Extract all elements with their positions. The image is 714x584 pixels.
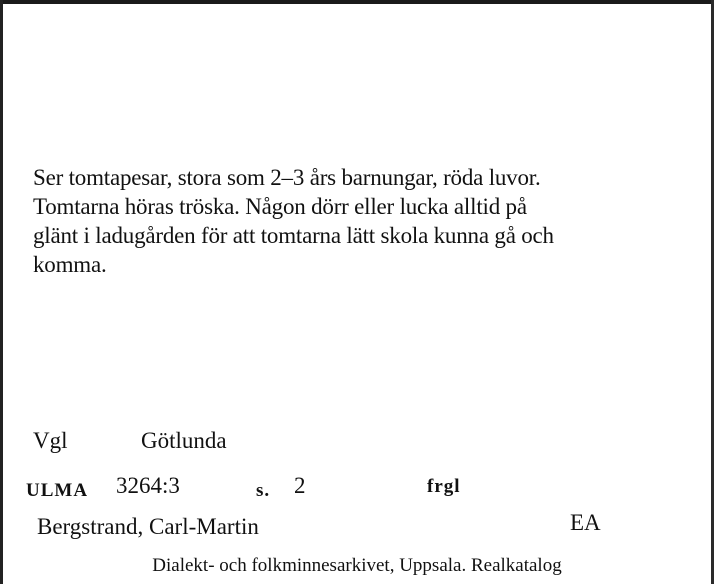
archive-label: ULMA bbox=[26, 480, 89, 501]
card-text-line: komma. bbox=[33, 252, 107, 277]
region-code: Vgl bbox=[33, 428, 68, 453]
card-top-edge bbox=[0, 0, 714, 4]
recorder-name: Bergstrand, Carl-Martin bbox=[37, 514, 259, 539]
parish-name: Götlunda bbox=[141, 428, 227, 453]
card-text-line: Ser tomtapesar, stora som 2–3 års barnungar, röda luvor. bbox=[33, 165, 541, 190]
category-code: frgl bbox=[427, 476, 461, 497]
card-text-line: Tomtarna höras tröska. Någon dörr eller lucka alltid på bbox=[33, 194, 527, 219]
archive-footer: Dialekt- och folkminnesarkivet, Uppsala. Realkatalog bbox=[152, 555, 562, 576]
record-number: 3264:3 bbox=[116, 473, 180, 498]
card-left-edge bbox=[0, 0, 3, 584]
card-body-text bbox=[33, 163, 693, 279]
card-text-line: glänt i ladugården för att tomtarna lätt skola kunna gå och bbox=[33, 223, 554, 248]
recorder-initials: EA bbox=[570, 510, 601, 535]
page-label: s. bbox=[256, 480, 271, 501]
page-number: 2 bbox=[294, 473, 306, 498]
